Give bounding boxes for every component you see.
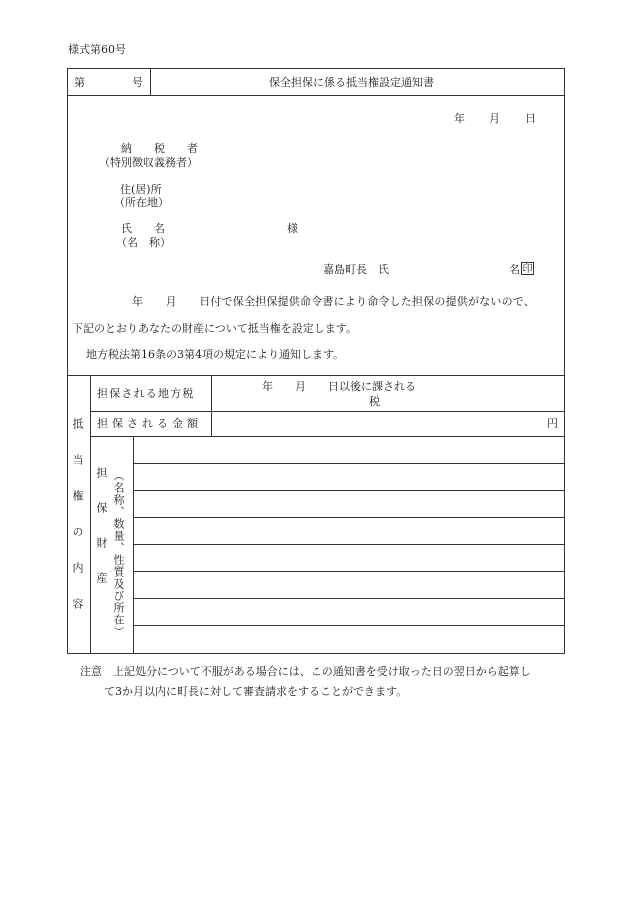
note-line-1: 注意 上記処分について不服がある場合には、この通知書を受け取った日の翌日から起算し	[80, 665, 531, 678]
tax-row-divider	[90, 411, 565, 412]
amount-row-divider	[90, 436, 565, 437]
document-number-suffix: 号	[132, 76, 143, 89]
taxpayer-sublabel: （特別徴収義務者）	[99, 156, 198, 169]
document-title: 保全担保に係る抵当権設定通知書	[269, 76, 434, 89]
row-label-divider	[211, 375, 212, 436]
address-sublabel: （所在地）	[114, 196, 169, 209]
header-number-divider	[150, 68, 151, 95]
property-label-divider	[133, 436, 134, 654]
row-amount-unit: 円	[547, 417, 558, 430]
row-tax-value: 年 月 日以後に課される	[262, 380, 416, 393]
row-tax-label: 担保される地方税	[97, 387, 195, 400]
property-line	[133, 544, 565, 545]
document-number-prefix: 第	[74, 76, 85, 89]
issuer-name-suffix: 名	[509, 263, 520, 276]
property-line	[133, 490, 565, 491]
name-label: 氏 名	[121, 222, 165, 235]
property-line	[133, 598, 565, 599]
row-amount-label: 担保される金額	[97, 417, 202, 430]
note-line-2: て3か月以内に町長に対して審査請求をすることができます。	[104, 685, 408, 698]
body-line-2: 下記のとおりあなたの財産について抵当権を設定します。	[72, 322, 357, 335]
address-label: 住(居)所	[120, 183, 162, 196]
row-tax-value-suffix: 税	[369, 395, 380, 408]
honorific: 様	[287, 222, 298, 235]
name-sublabel: （名 称）	[116, 236, 171, 249]
date-day: 日	[525, 112, 536, 125]
property-line	[133, 463, 565, 464]
property-line	[133, 517, 565, 518]
issuer-title: 嘉島町長 氏	[323, 263, 389, 276]
body-line-3: 地方税法第16条の3第4項の規定により通知します。	[86, 348, 345, 361]
date-month: 月	[489, 112, 500, 125]
seal-mark: 印	[522, 264, 533, 275]
property-label: 担保財産	[95, 467, 108, 607]
body-line-1: 年 月 日付で保全担保提供命令書により命令した担保の提供がないので、	[132, 295, 535, 308]
property-line	[133, 571, 565, 572]
form-number: 様式第60号	[68, 43, 126, 56]
section-label: 抵当権の内容	[71, 418, 84, 634]
header-divider	[67, 95, 565, 96]
property-sublabel: （名称、数量、性質及び所在）	[112, 470, 125, 638]
date-year: 年	[454, 112, 465, 125]
section-label-divider	[90, 375, 91, 654]
property-line	[133, 625, 565, 626]
taxpayer-label: 納 税 者	[121, 142, 198, 155]
details-top-divider	[67, 375, 565, 376]
